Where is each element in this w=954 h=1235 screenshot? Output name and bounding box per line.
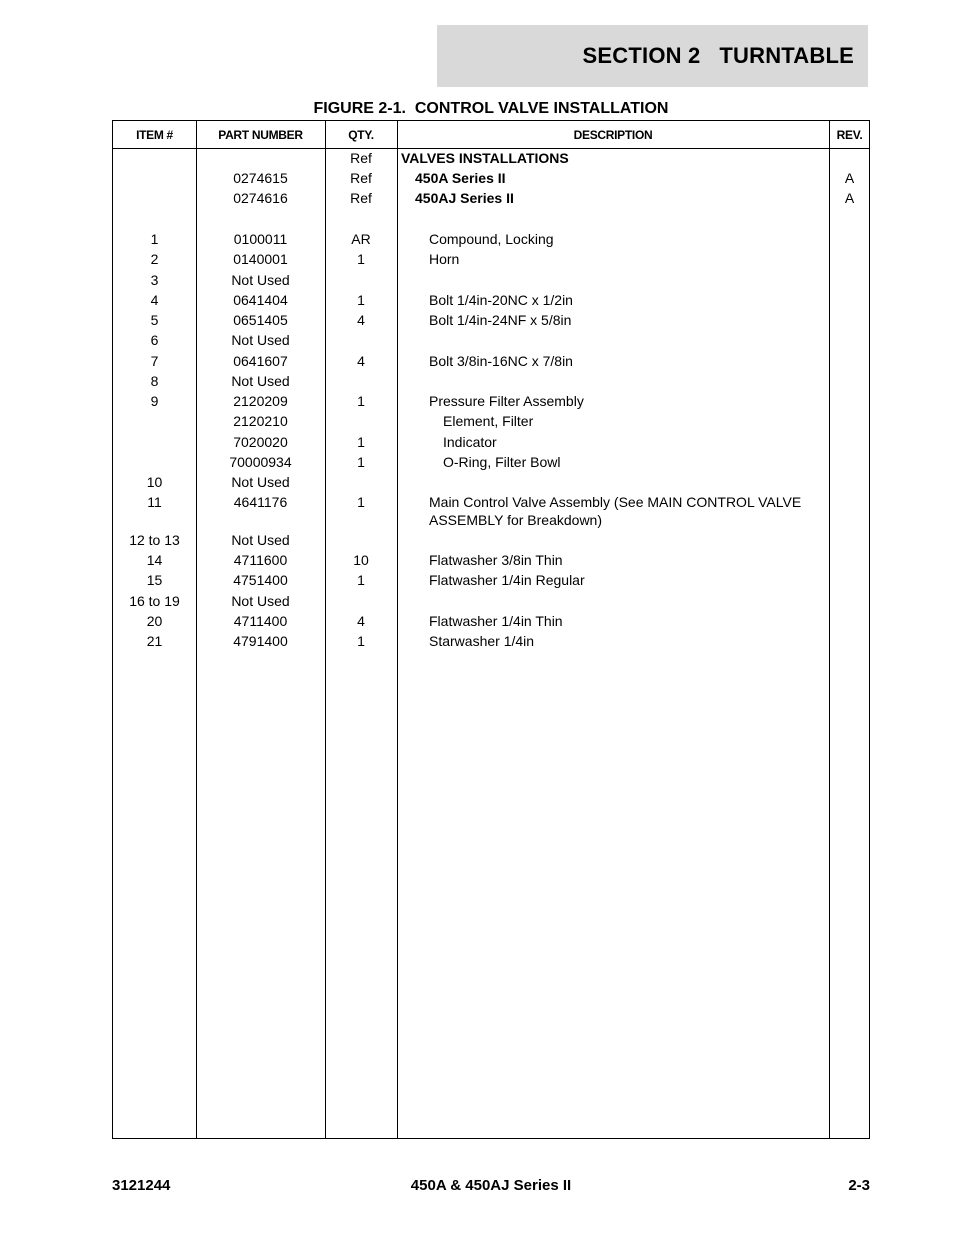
part-number-cell: Not Used: [231, 532, 290, 548]
description-cell: Bolt 3/8in-16NC x 7/8in: [429, 353, 573, 369]
description-cell: Horn: [429, 251, 460, 267]
qty-cell: Ref: [350, 170, 372, 186]
item-cell: 8: [150, 373, 159, 389]
description-cell: Bolt 1/4in-24NF x 5/8in: [429, 312, 572, 328]
item-cell: 1: [150, 231, 159, 247]
qty-cell: 1: [357, 454, 365, 470]
part-number-cell: 0100011: [233, 231, 288, 247]
qty-cell: 1: [357, 251, 365, 267]
qty-cell: Ref: [350, 190, 372, 206]
part-number-cell: 0641404: [233, 292, 288, 308]
item-cell: 11: [147, 494, 162, 510]
item-cell: 15: [146, 572, 163, 588]
footer-doc-number: 3121244: [112, 1177, 171, 1194]
qty-cell: 4: [357, 613, 365, 629]
part-number-cell: 4641176: [233, 494, 288, 510]
rev-cell: A: [844, 190, 855, 206]
part-number-cell: 0651405: [233, 312, 288, 328]
item-cell: 4: [150, 292, 159, 308]
item-cell: 12 to 13: [129, 532, 180, 548]
part-number-cell: 4791400: [233, 633, 288, 649]
qty-cell: 1: [357, 292, 365, 308]
col-header-part-number: PART NUMBER: [218, 127, 303, 142]
section-title: SECTION 2 TURNTABLE: [582, 43, 854, 68]
part-number-cell: 70000934: [229, 454, 292, 470]
qty-cell: 1: [357, 393, 365, 409]
description-cell: Element, Filter: [443, 413, 534, 429]
description-cell: Flatwasher 1/4in Thin: [429, 613, 563, 629]
description-cell: O-Ring, Filter Bowl: [443, 454, 561, 470]
description-cell: Indicator: [443, 434, 497, 450]
description-cell: VALVES INSTALLATIONS: [401, 150, 569, 166]
part-number-cell: 0641607: [233, 353, 288, 369]
description-cell: 450AJ Series II: [415, 190, 514, 206]
item-cell: 9: [150, 393, 159, 409]
part-number-cell: 0274616: [233, 190, 288, 206]
part-number-cell: Not Used: [231, 332, 290, 348]
item-cell: 16 to 19: [129, 593, 180, 609]
section-header: [437, 25, 868, 87]
part-number-cell: Not Used: [231, 272, 290, 288]
col-header-rev: REV.: [836, 127, 863, 142]
part-number-cell: Not Used: [231, 373, 290, 389]
qty-cell: 1: [357, 434, 365, 450]
part-number-cell: 2120210: [233, 413, 288, 429]
description-cell: 450A Series II: [415, 170, 506, 186]
column-divider: [829, 121, 830, 1138]
part-number-cell: 2120209: [233, 393, 288, 409]
item-cell: 7: [150, 353, 159, 369]
item-cell: 14: [146, 552, 163, 568]
qty-cell: Ref: [350, 150, 372, 166]
parts-table: [112, 120, 870, 1139]
item-cell: 21: [146, 633, 163, 649]
part-number-cell: 4751400: [233, 572, 288, 588]
description-cell: Bolt 1/4in-20NC x 1/2in: [429, 292, 573, 308]
footer-page-number: 2-3: [848, 1177, 870, 1194]
qty-cell: AR: [351, 231, 371, 247]
col-header-item: ITEM #: [136, 127, 173, 142]
item-cell: 10: [146, 474, 163, 490]
qty-cell: 4: [357, 312, 365, 328]
part-number-cell: 4711400: [233, 613, 288, 629]
part-number-cell: Not Used: [231, 593, 290, 609]
part-number-cell: 7020020: [233, 434, 288, 450]
col-header-qty: QTY.: [348, 127, 374, 142]
qty-cell: 10: [353, 552, 369, 568]
item-cell: 5: [150, 312, 159, 328]
description-cell: Starwasher 1/4in: [429, 633, 535, 649]
col-header-description: DESCRIPTION: [573, 127, 653, 142]
description-cell: Main Control Valve Assembly (See MAIN CONTROL VALVE ASSEMBLY for Breakdown): [429, 494, 802, 528]
qty-cell: 1: [357, 633, 365, 649]
item-cell: 3: [150, 272, 159, 288]
part-number-cell: 0274615: [233, 170, 288, 186]
qty-cell: 4: [357, 353, 365, 369]
part-number-cell: 4711600: [233, 552, 288, 568]
item-cell: 2: [150, 251, 159, 267]
description-cell: Pressure Filter Assembly: [429, 393, 584, 409]
description-cell: Compound, Locking: [429, 231, 554, 247]
description-cell: Flatwasher 1/4in Regular: [429, 572, 585, 588]
part-number-cell: 0140001: [233, 251, 288, 267]
footer-model: 450A & 450AJ Series II: [410, 1177, 572, 1194]
rev-cell: A: [844, 170, 855, 186]
part-number-cell: Not Used: [231, 474, 290, 490]
item-cell: 20: [146, 613, 163, 629]
item-cell: 6: [150, 332, 159, 348]
qty-cell: 1: [357, 494, 365, 510]
qty-cell: 1: [357, 572, 365, 588]
description-cell: Flatwasher 3/8in Thin: [429, 552, 563, 568]
figure-title: FIGURE 2-1. CONTROL VALVE INSTALLATION: [313, 100, 669, 117]
